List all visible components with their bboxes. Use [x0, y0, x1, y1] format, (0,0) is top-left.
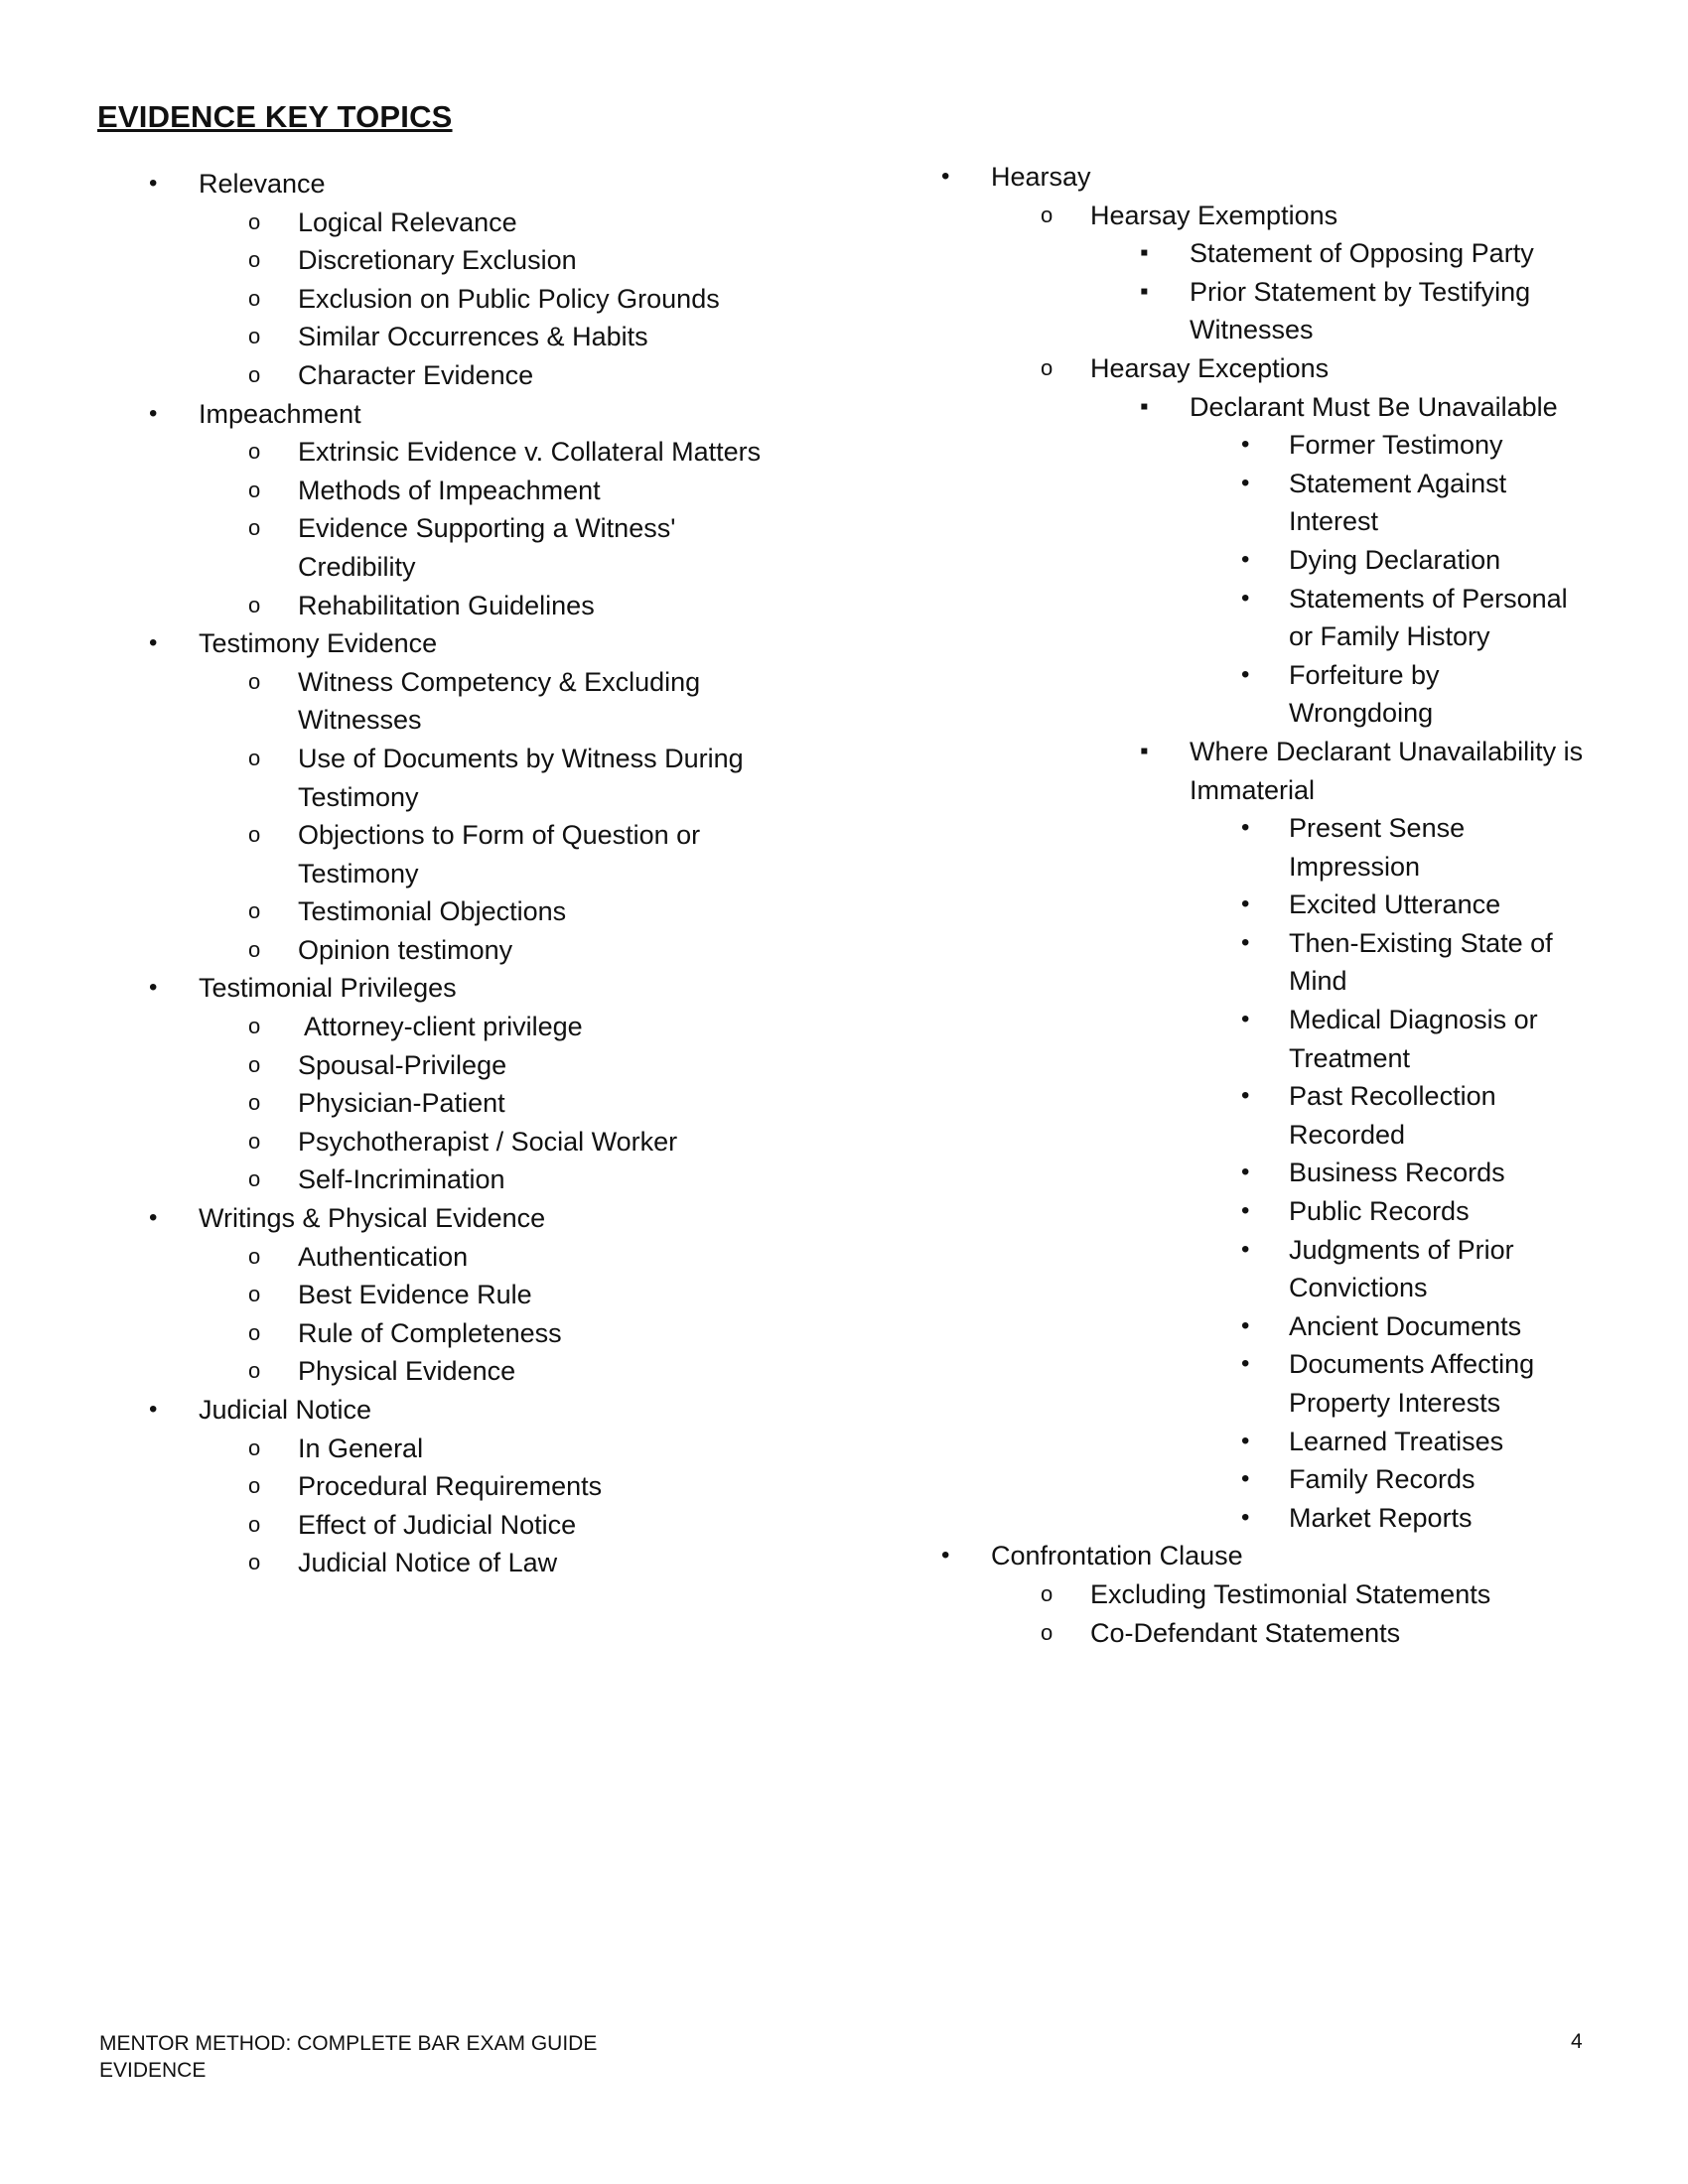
bullet-icon — [1241, 809, 1249, 848]
circle-bullet-icon — [1041, 1614, 1053, 1653]
list-item: o Co-Defendant Statements — [0, 1614, 1609, 1653]
subtopic-hearsay-exceptions: o Hearsay Exceptions — [0, 349, 1609, 388]
list-item: o Best Evidence Rule — [0, 1276, 794, 1314]
page-footer — [99, 2030, 597, 2084]
bullet-icon — [1241, 1077, 1249, 1116]
list-item: o Effect of Judicial Notice — [0, 1506, 794, 1545]
list-item: • Ancient Documents — [0, 1307, 1609, 1346]
square-bullet-icon — [1140, 388, 1149, 427]
list-item: • Family Records — [0, 1460, 1609, 1499]
page-title: EVIDENCE KEY TOPICS — [97, 99, 453, 134]
list-item: o Discretionary Exclusion — [0, 241, 794, 280]
footer-guide-title: MENTOR METHOD: COMPLETE BAR EXAM GUIDE — [99, 2032, 598, 2055]
topic-writings-physical-evidence: • Writings & Physical Evidence — [0, 1199, 794, 1238]
group-declarant-unavailable: ▪ Declarant Must Be Unavailable — [0, 388, 1609, 427]
square-bullet-icon — [1140, 733, 1149, 771]
list-item: o Exclusion on Public Policy Grounds — [0, 280, 794, 319]
list-item: • Market Reports — [0, 1499, 1609, 1538]
bullet-icon — [1241, 656, 1249, 695]
bullet-icon — [1241, 1460, 1249, 1499]
list-item: • Business Records — [0, 1154, 1609, 1192]
list-item: o Judicial Notice of Law — [0, 1544, 794, 1582]
bullet-icon — [1241, 1154, 1249, 1192]
bullet-icon — [1241, 426, 1249, 465]
list-item: o Self-Incrimination — [0, 1160, 794, 1199]
bullet-icon — [1241, 465, 1249, 503]
list-item: o In General — [0, 1430, 794, 1468]
topic-judicial-notice: • Judicial Notice — [0, 1391, 794, 1430]
bullet-icon — [1241, 1345, 1249, 1384]
topic-testimonial-privileges: • Testimonial Privileges — [0, 969, 794, 1008]
list-item: o Physician-Patient — [0, 1084, 794, 1123]
list-item: • Statement Against Interest — [0, 465, 1609, 541]
subtopic-hearsay-exemptions: o Hearsay Exemptions — [0, 197, 1609, 235]
list-item: o Objections to Form of Question or Testimony — [0, 816, 794, 892]
list-item: o Logical Relevance — [0, 204, 794, 242]
square-bullet-icon — [1140, 273, 1149, 312]
list-item: ▪ Prior Statement by Testifying Witnesses — [0, 273, 1609, 349]
square-bullet-icon — [1140, 234, 1149, 273]
bullet-icon — [1241, 886, 1249, 924]
topic-hearsay: • Hearsay — [0, 158, 1609, 197]
list-item: o Character Evidence — [0, 356, 794, 395]
circle-bullet-icon — [1041, 349, 1053, 388]
list-item: • Medical Diagnosis or Treatment — [0, 1001, 1609, 1077]
topic-impeachment: • Impeachment — [0, 395, 794, 434]
list-item: o Attorney-client privilege — [0, 1008, 794, 1046]
list-item: • Dying Declaration — [0, 541, 1609, 580]
list-item: o Witness Competency & Excluding Witnesses — [0, 663, 794, 740]
right-column — [0, 158, 1609, 1652]
bullet-icon — [1241, 1192, 1249, 1231]
list-item: o Methods of Impeachment — [0, 472, 794, 510]
list-item: • Excited Utterance — [0, 886, 1609, 924]
list-item: o Excluding Testimonial Statements — [0, 1575, 1609, 1614]
list-item: o Spousal-Privilege — [0, 1046, 794, 1085]
bullet-icon — [1241, 1001, 1249, 1039]
list-item: • Public Records — [0, 1192, 1609, 1231]
list-item: • Past Recollection Recorded — [0, 1077, 1609, 1154]
group-unavailability-immaterial: ▪ Where Declarant Unavailability is Immaterial — [0, 733, 1609, 809]
list-item: o Use of Documents by Witness During Testimony — [0, 740, 794, 816]
list-item: ▪ Statement of Opposing Party — [0, 234, 1609, 273]
list-item: o Authentication — [0, 1238, 794, 1277]
topic-testimony-evidence: • Testimony Evidence — [0, 624, 794, 663]
list-item: o Opinion testimony — [0, 931, 794, 970]
list-item: • Learned Treatises — [0, 1423, 1609, 1461]
list-item: o Evidence Supporting a Witness' Credibility — [0, 509, 794, 586]
circle-bullet-icon — [1041, 1575, 1053, 1614]
list-item: o Procedural Requirements — [0, 1467, 794, 1506]
bullet-icon — [1241, 1499, 1249, 1538]
bullet-icon — [1241, 541, 1249, 580]
list-item: o Similar Occurrences & Habits — [0, 318, 794, 356]
topic-relevance: • Relevance — [0, 165, 794, 204]
page-number: 4 — [1571, 2030, 1583, 2053]
list-item: • Statements of Personal or Family History — [0, 580, 1609, 656]
bullet-icon — [1241, 580, 1249, 618]
bullet-icon — [1241, 1231, 1249, 1270]
list-item: • Judgments of Prior Convictions — [0, 1231, 1609, 1307]
list-item: • Documents Affecting Property Interests — [0, 1345, 1609, 1422]
list-item: o Rehabilitation Guidelines — [0, 587, 794, 625]
list-item: o Testimonial Objections — [0, 892, 794, 931]
list-item: o Psychotherapist / Social Worker — [0, 1123, 794, 1161]
list-item: • Then-Existing State of Mind — [0, 924, 1609, 1001]
list-item: • Former Testimony — [0, 426, 1609, 465]
list-item: o Extrinsic Evidence v. Collateral Matters — [0, 433, 794, 472]
list-item: • Forfeiture by Wrongdoing — [0, 656, 1609, 733]
footer-subject: EVIDENCE — [99, 2059, 207, 2082]
list-item: • Present Sense Impression — [0, 809, 1609, 886]
bullet-icon — [1241, 924, 1249, 963]
list-item: o Rule of Completeness — [0, 1314, 794, 1353]
bullet-icon — [941, 1537, 949, 1575]
topic-confrontation-clause: • Confrontation Clause — [0, 1537, 1609, 1575]
bullet-icon — [941, 158, 949, 197]
bullet-icon — [1241, 1307, 1249, 1346]
list-item: o Physical Evidence — [0, 1352, 794, 1391]
circle-bullet-icon — [1041, 197, 1053, 235]
bullet-icon — [1241, 1423, 1249, 1461]
